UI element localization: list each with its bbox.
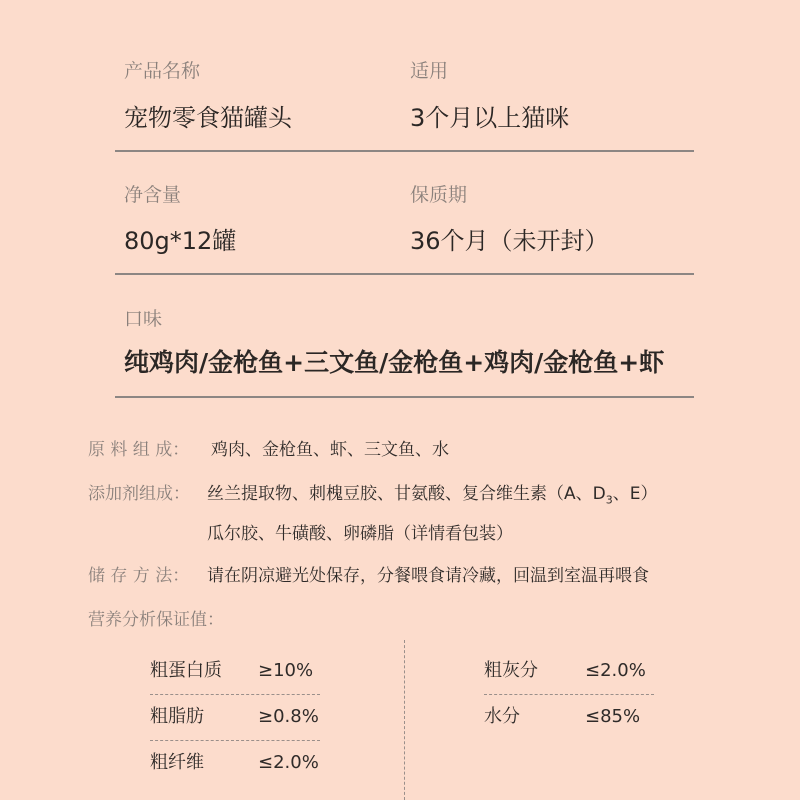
divider-2	[115, 273, 694, 275]
nutrition-column-divider	[404, 640, 405, 800]
additives-line-1-text: 丝兰提取物、刺槐豆胶、甘氨酸、复合维生素（A、D	[207, 484, 606, 504]
flavor-label: 口味	[124, 308, 163, 330]
nutrition-label: 营养分析保证值：	[88, 610, 224, 630]
ingredients-label: 原 料 组 成：	[88, 440, 190, 460]
nutrition-value: ≤2.0%	[585, 660, 646, 681]
shelf-life-label: 保质期	[410, 184, 468, 206]
additives-line-1	[207, 486, 657, 505]
nutrition-value: ≤2.0%	[258, 752, 319, 773]
nutrition-name: 粗蛋白质	[150, 660, 222, 681]
product-name-value: 宠物零食猫罐头	[124, 104, 292, 132]
suitable-label: 适用	[410, 60, 449, 82]
nutrition-name: 水分	[484, 706, 520, 727]
net-content-value: 80g*12罐	[124, 227, 237, 255]
shelf-life-value: 36个月（未开封）	[410, 227, 609, 255]
nutrition-row-divider	[484, 694, 654, 695]
additives-label: 添加剂组成：	[88, 484, 190, 504]
net-content-label: 净含量	[124, 184, 182, 206]
nutrition-value: ≥10%	[258, 660, 314, 681]
nutrition-value: ≤85%	[585, 706, 641, 727]
nutrition-value: ≥0.8%	[258, 706, 319, 727]
additives-line-1-end: 、E）	[612, 484, 658, 504]
divider-3	[115, 396, 694, 398]
product-name-label: 产品名称	[124, 60, 201, 82]
additives-line-2: 瓜尔胶、牛磺酸、卵磷脂（详情看包装）	[207, 524, 513, 544]
suitable-value: 3个月以上猫咪	[410, 104, 570, 132]
additives-d-subscript: 3	[605, 493, 613, 507]
nutrition-name: 粗灰分	[484, 660, 538, 681]
divider-1	[115, 150, 694, 152]
ingredients-value: 鸡肉、金枪鱼、虾、三文鱼、水	[211, 440, 449, 460]
storage-value: 请在阴凉避光处保存，分餐喂食请冷藏，回温到室温再喂食	[207, 566, 649, 586]
storage-label: 储 存 方 法：	[88, 566, 190, 586]
nutrition-row-divider	[150, 740, 320, 741]
nutrition-row-divider	[150, 694, 320, 695]
nutrition-name: 粗纤维	[150, 752, 204, 773]
nutrition-name: 粗脂肪	[150, 706, 204, 727]
flavor-value: 纯鸡肉/金枪鱼+三文鱼/金枪鱼+鸡肉/金枪鱼+虾	[124, 348, 665, 377]
